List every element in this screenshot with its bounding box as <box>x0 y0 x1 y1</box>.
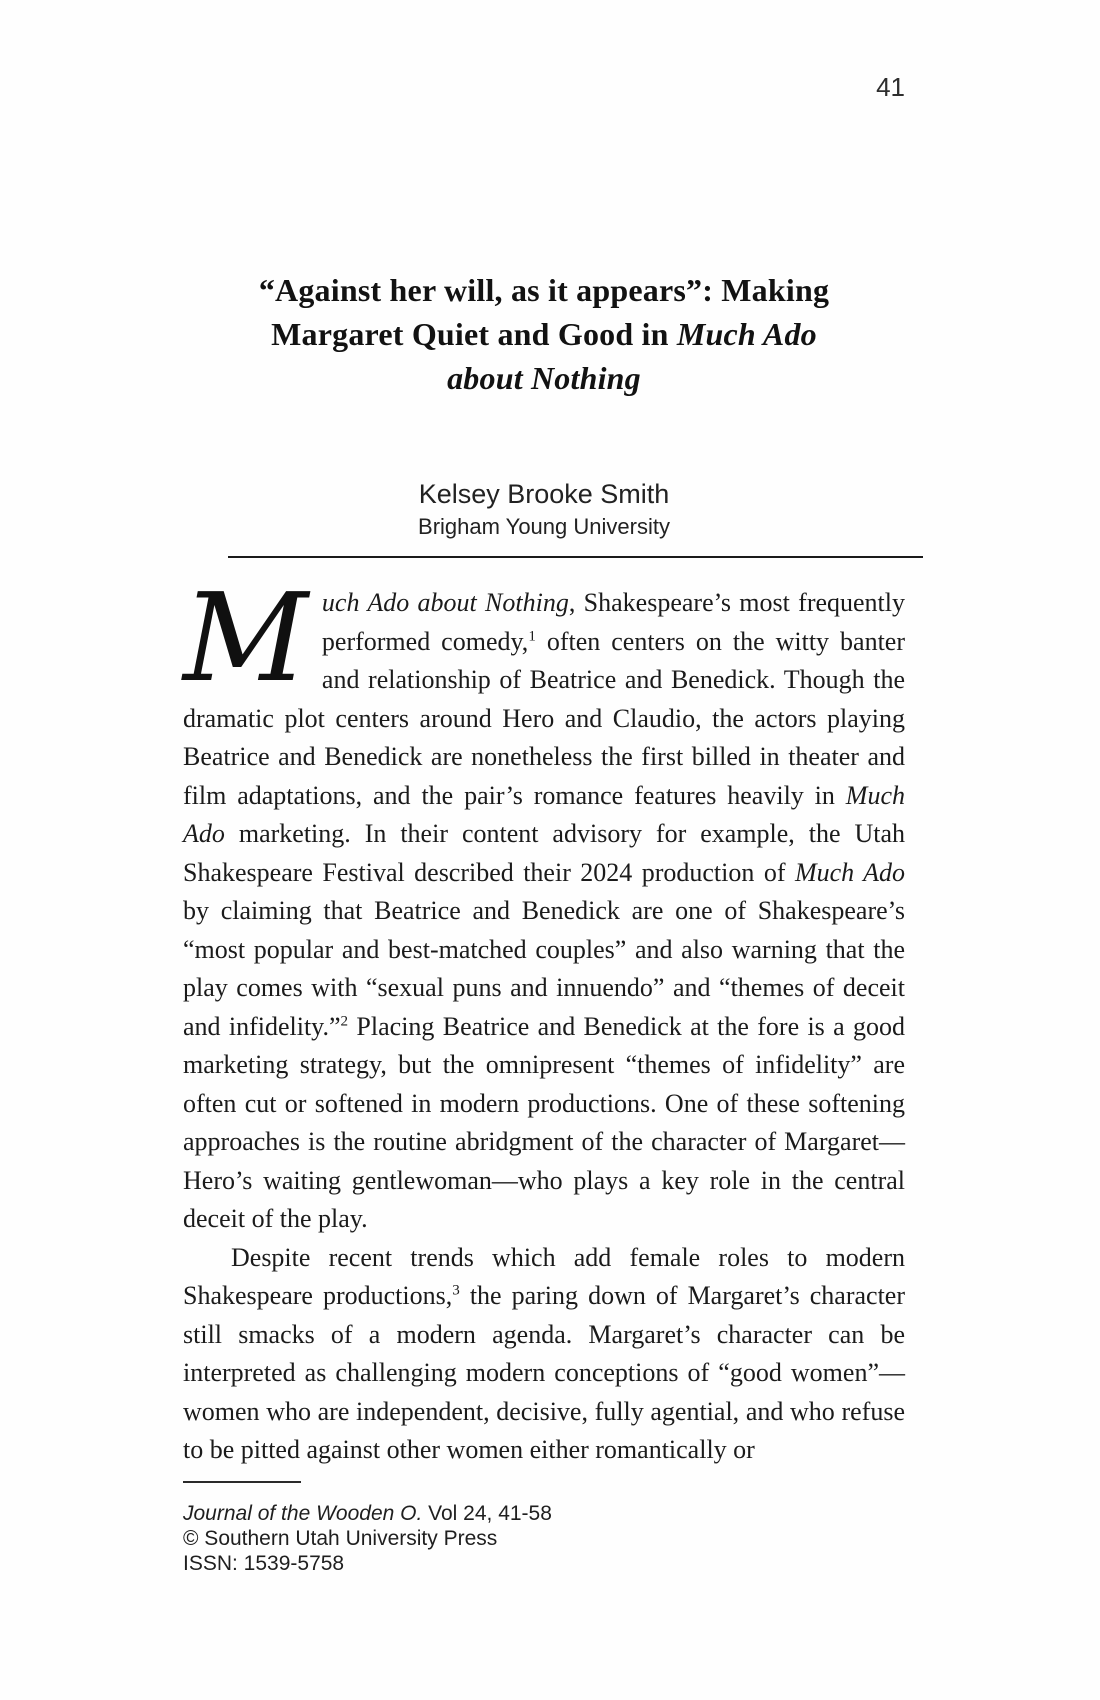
author-affiliation: Brigham Young University <box>418 514 670 539</box>
header-rule <box>228 556 923 558</box>
footer-rule <box>183 1481 301 1483</box>
text-segment: the paring down of Margaret’s character still smacks of a modern agenda. Margaret’s character can be interpreted as challenging modern conceptions of “good women”—women who are independent, decisive, fully agential, and who refuse to be pitted against other women either romantically or <box>183 1281 905 1464</box>
italic-text: Much Ado <box>794 857 905 887</box>
italic-text: Much Ado <box>183 780 905 848</box>
italic-text: about Nothing <box>447 360 641 396</box>
journal-volume-info: Vol 24, 41-58 <box>422 1502 552 1525</box>
title-line <box>183 312 905 356</box>
text-segment: by claiming that Beatrice and Benedick are one of Shakespeare’s “most popular and best-matched couples” and also warning that the play comes with “sexual puns and innuendo” and “themes of deceit and infidelity.” <box>183 896 905 1041</box>
footnote-marker: 3 <box>452 1282 460 1299</box>
footer <box>183 1481 905 1576</box>
body-paragraph <box>183 567 906 1239</box>
italic-text: Much Ado <box>676 316 817 352</box>
text-segment: Despite recent trends which add female roles to modern Shakespeare productions, <box>183 1242 905 1310</box>
footer-journal-line <box>183 1501 905 1526</box>
footnote-marker: 1 <box>528 627 536 644</box>
journal-title: Journal of the Wooden O. <box>183 1502 423 1525</box>
text-segment: , Shakespeare’s most frequently performed comedy, <box>321 588 906 656</box>
footer-copyright: © Southern Utah University Press <box>183 1527 498 1550</box>
italic-text: uch Ado about Nothing <box>321 588 569 617</box>
title-line <box>183 268 905 312</box>
text-segment: marketing. In their content advisory for example, the Utah Shakespeare Festival described their 2024 production of <box>183 819 905 887</box>
title-line <box>183 356 905 400</box>
article-title <box>183 268 905 400</box>
article-body <box>183 567 906 1470</box>
text-segment: Margaret Quiet and Good in <box>271 316 677 352</box>
page-number: 41 <box>876 72 905 102</box>
footer-issn: ISSN: 1539-5758 <box>183 1552 345 1575</box>
footnote-marker: 2 <box>340 1012 349 1029</box>
text-segment: Placing Beatrice and Benedick at the fore is a good marketing strategy, but the omnipresent “themes of infidelity” are often cut or softened in modern productions. One of these softening approaches is the routine abridgment of the character of Margaret—Hero’s waiting gentlewoman—who plays a key role in the central deceit of the play. <box>183 1011 905 1233</box>
text-segment: “Against her will, as it appears”: Making <box>258 272 830 308</box>
body-paragraph <box>183 1239 905 1470</box>
author-name: Kelsey Brooke Smith <box>418 479 670 509</box>
text-segment: often centers on the witty banter and relationship of Beatrice and Benedick. Though the dramatic plot centers around Hero and Claudio, the actors playing Beatrice and Benedick are nonetheless the first billed in theater and film adaptations, and the pair’s romance features heavily in <box>183 626 905 810</box>
byline <box>183 478 905 540</box>
drop-cap: M <box>183 567 308 709</box>
